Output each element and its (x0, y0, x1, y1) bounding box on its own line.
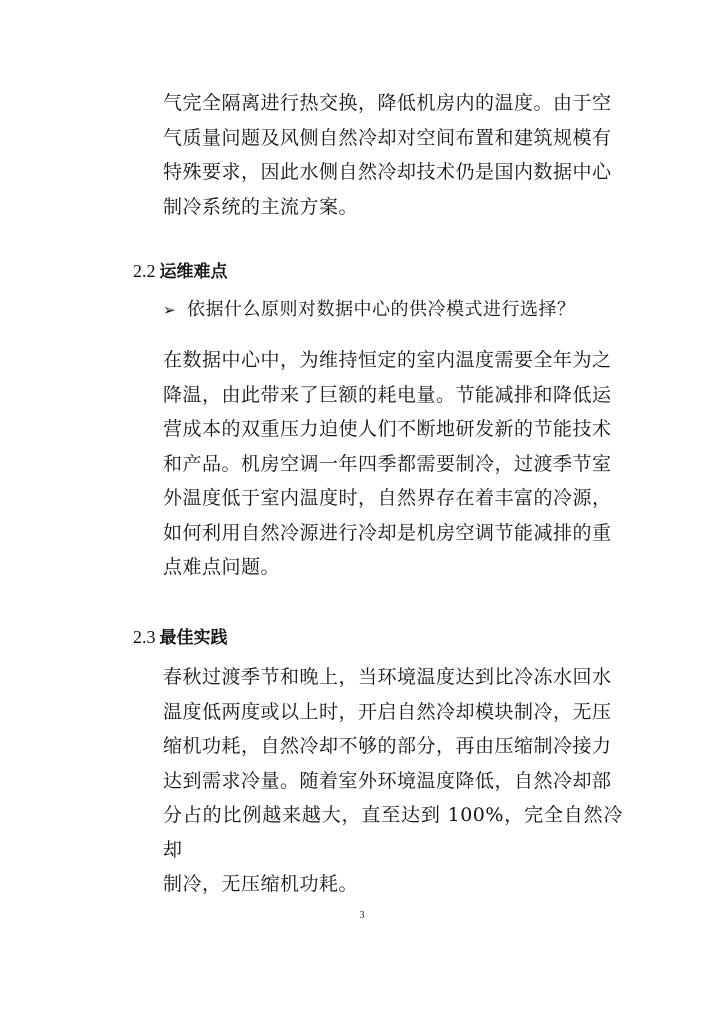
paragraph-line: 春秋过渡季节和晚上，当环境温度达到比冷冻水回水 (163, 666, 612, 688)
paragraph-line: 降温，由此带来了巨额的耗电量。节能减排和降低运 (163, 383, 612, 406)
intro-line: 气完全隔离进行热交换，降低机房内的温度。由于空 (163, 92, 612, 114)
paragraph-line: 和产品。机房空调一年四季都需要制冷，过渡季节室 (163, 452, 612, 475)
paragraph-line: 点难点问题。 (163, 556, 281, 578)
intro-paragraph (163, 86, 623, 224)
paragraph-line: 温度低两度或以上时，开启自然冷却模块制冷，无压 (163, 700, 612, 723)
paragraph-line: 缩机功耗，自然冷却不够的部分，再由压缩制冷接力 (163, 735, 612, 757)
section-heading-2-3 (133, 626, 228, 649)
section-number: 2.2 (133, 261, 156, 281)
intro-line: 特殊要求，因此水侧自然冷却技术仍是国内数据中心 (163, 161, 612, 183)
page-number: 3 (359, 910, 365, 921)
intro-line: 制冷系统的主流方案。 (163, 195, 359, 218)
paragraph-line: 分占的比例越来越大，直至达到 100%，完全自然冷却 (163, 804, 623, 861)
bullet-text: 依据什么原则对数据中心的供冷模式进行选择？ (187, 299, 576, 320)
arrow-bullet-icon: ➢ (163, 301, 177, 319)
paragraph-line: 制冷，无压缩机功耗。 (163, 873, 359, 895)
paragraph-line: 营成本的双重压力迫使人们不断地研发新的节能技术 (163, 418, 612, 440)
paragraph-line: 外温度低于室内温度时，自然界存在着丰富的冷源， (163, 487, 612, 509)
section-number: 2.3 (133, 627, 156, 647)
section-title: 运维难点 (159, 262, 228, 282)
intro-line: 气质量问题及风侧自然冷却对空间布置和建筑规模有 (163, 126, 612, 149)
paragraph-line: 如何利用自然冷源进行冷却是机房空调节能减排的重 (163, 521, 612, 544)
paragraph-line: 达到需求冷量。随着室外环境温度降低，自然冷却部 (163, 769, 612, 792)
section-title: 最佳实践 (159, 628, 228, 648)
paragraph-2-3 (163, 660, 623, 902)
section-heading-2-2 (133, 260, 228, 283)
bullet-item (163, 297, 576, 323)
paragraph-line: 在数据中心中，为维持恒定的室内温度需要全年为之 (163, 349, 612, 371)
paragraph-2-2 (163, 343, 623, 585)
